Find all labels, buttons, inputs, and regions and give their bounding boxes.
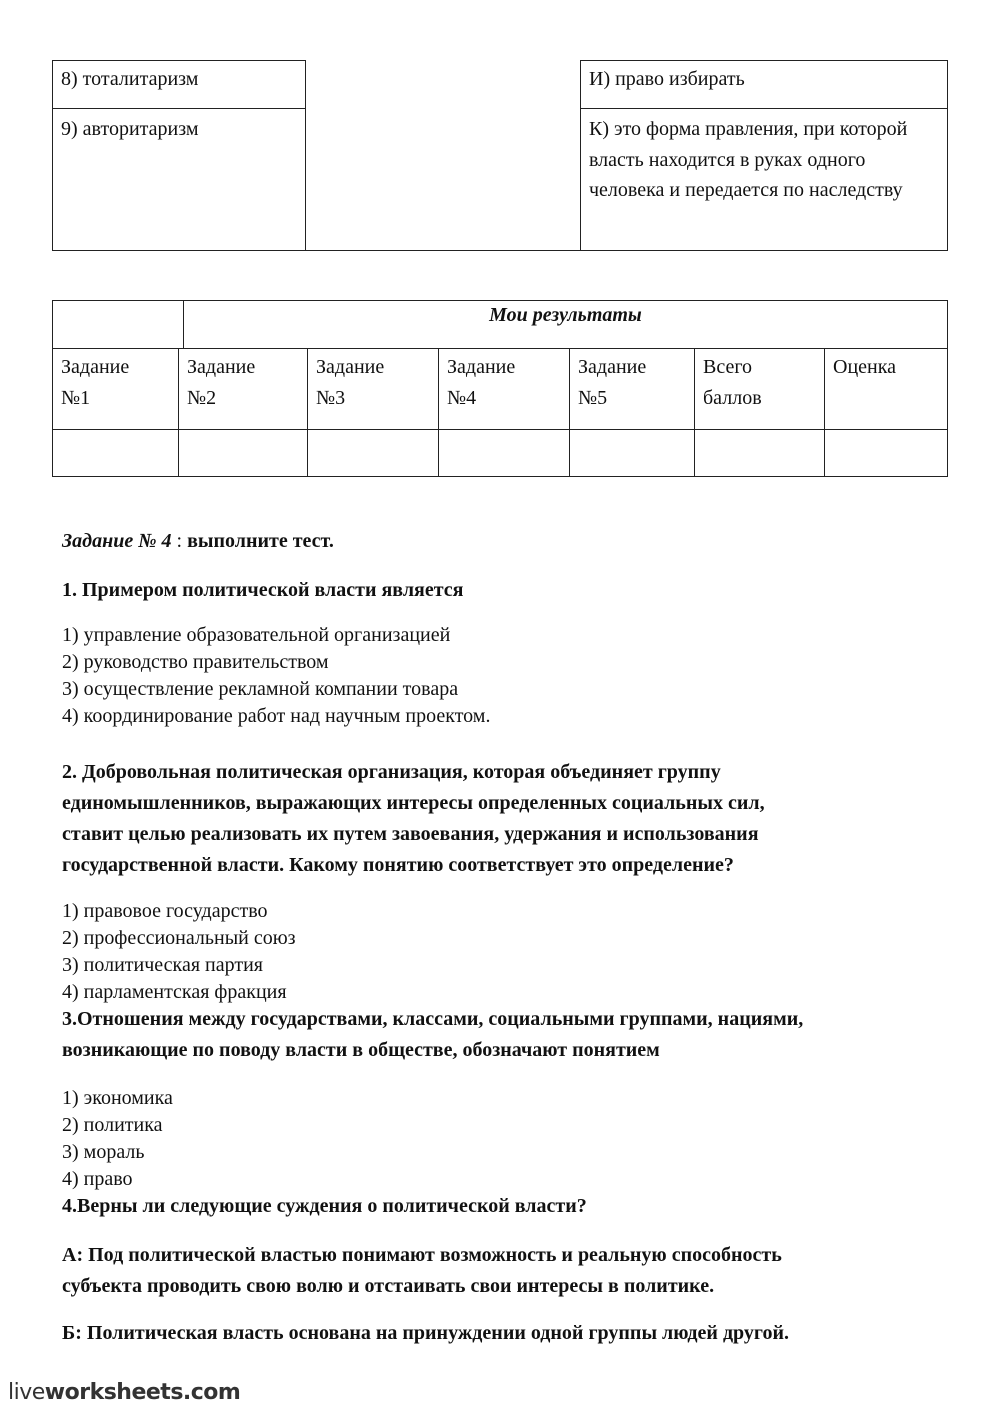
question-text: единомышленников, выражающих интересы определенных социальных сил,	[62, 792, 765, 814]
answer-option[interactable]: 1) правовое государство	[62, 900, 268, 922]
statement-text: Б: Политическая власть основана на принуждении одной группы людей другой.	[62, 1322, 790, 1344]
answer-option[interactable]: 3) мораль	[62, 1141, 145, 1163]
separator: :	[171, 530, 188, 552]
answer-option[interactable]: 3) осуществление рекламной компании товара	[62, 678, 459, 700]
results-header	[178, 348, 264, 418]
answer-option[interactable]: 2) руководство правительством	[62, 651, 329, 673]
header-text: Оценка	[833, 356, 897, 378]
header-text: Задание	[61, 356, 130, 378]
score-input[interactable]	[308, 430, 437, 476]
task-label: Задание № 4	[62, 530, 172, 552]
results-header	[694, 348, 771, 418]
question-text: 3.Отношения между государствами, классами, социальными группами, нациями,	[62, 1008, 804, 1030]
header-text: Задание	[447, 356, 516, 378]
score-input[interactable]	[825, 430, 947, 476]
header-text: Задание	[187, 356, 256, 378]
header-text: №3	[316, 387, 346, 409]
header-text: Всего	[703, 356, 753, 378]
header-text: №5	[578, 387, 608, 409]
liveworksheets-logo: liveworksheets.com	[8, 1380, 241, 1405]
definition-k: К) это форма правления, при которой власть находится в руках одного человека и передается по наследству	[589, 118, 908, 201]
results-header	[438, 348, 524, 418]
results-header	[824, 348, 905, 387]
header-text: Задание	[316, 356, 385, 378]
answer-option[interactable]: 4) право	[62, 1168, 133, 1190]
question-text: 4.Верны ли следующие суждения о политической власти?	[62, 1195, 587, 1217]
answer-column[interactable]	[305, 60, 580, 251]
score-input[interactable]	[53, 430, 177, 476]
header-text: №2	[187, 387, 217, 409]
statement-text: субъекта проводить свою волю и отстаивать свои интересы в политике.	[62, 1275, 715, 1297]
header-text: №1	[61, 387, 91, 409]
score-input[interactable]	[179, 430, 306, 476]
answer-option[interactable]: 2) политика	[62, 1114, 163, 1136]
answer-option[interactable]: 2) профессиональный союз	[62, 927, 296, 949]
answer-option[interactable]: 3) политическая партия	[62, 954, 263, 976]
score-input[interactable]	[570, 430, 693, 476]
header-text: баллов	[703, 387, 762, 409]
results-header	[307, 348, 393, 418]
header-text: №4	[447, 387, 477, 409]
statement-text: А: Под политической властью понимают возможность и реальную способность	[62, 1244, 782, 1266]
answer-option[interactable]: 4) координирование работ над научным проектом.	[62, 705, 491, 727]
term-8: 8) тоталитаризм	[61, 68, 199, 90]
task-instruction: выполните тест.	[187, 530, 334, 552]
definition-i: И) право избирать	[589, 68, 745, 90]
question-text: государственной власти. Какому понятию соответствует это определение?	[62, 854, 734, 876]
answer-option[interactable]: 4) парламентская фракция	[62, 981, 287, 1003]
answer-option[interactable]: 1) управление образовательной организацией	[62, 624, 451, 646]
term-9: 9) авторитаризм	[61, 118, 199, 140]
question-text: ставит целью реализовать их путем завоевания, удержания и использования	[62, 823, 759, 845]
header-text: Задание	[578, 356, 647, 378]
results-header	[52, 348, 138, 418]
results-header	[569, 348, 655, 418]
score-input[interactable]	[439, 430, 568, 476]
question-text: 1. Примером политической власти является	[62, 579, 464, 601]
question-text: возникающие по поводу власти в обществе, обозначают понятием	[62, 1039, 660, 1061]
answer-option[interactable]: 1) экономика	[62, 1087, 173, 1109]
score-input[interactable]	[695, 430, 823, 476]
task-heading	[62, 528, 334, 555]
results-title: Мои результаты	[489, 304, 642, 326]
question-text: 2. Добровольная политическая организация, которая объединяет группу	[62, 761, 721, 783]
